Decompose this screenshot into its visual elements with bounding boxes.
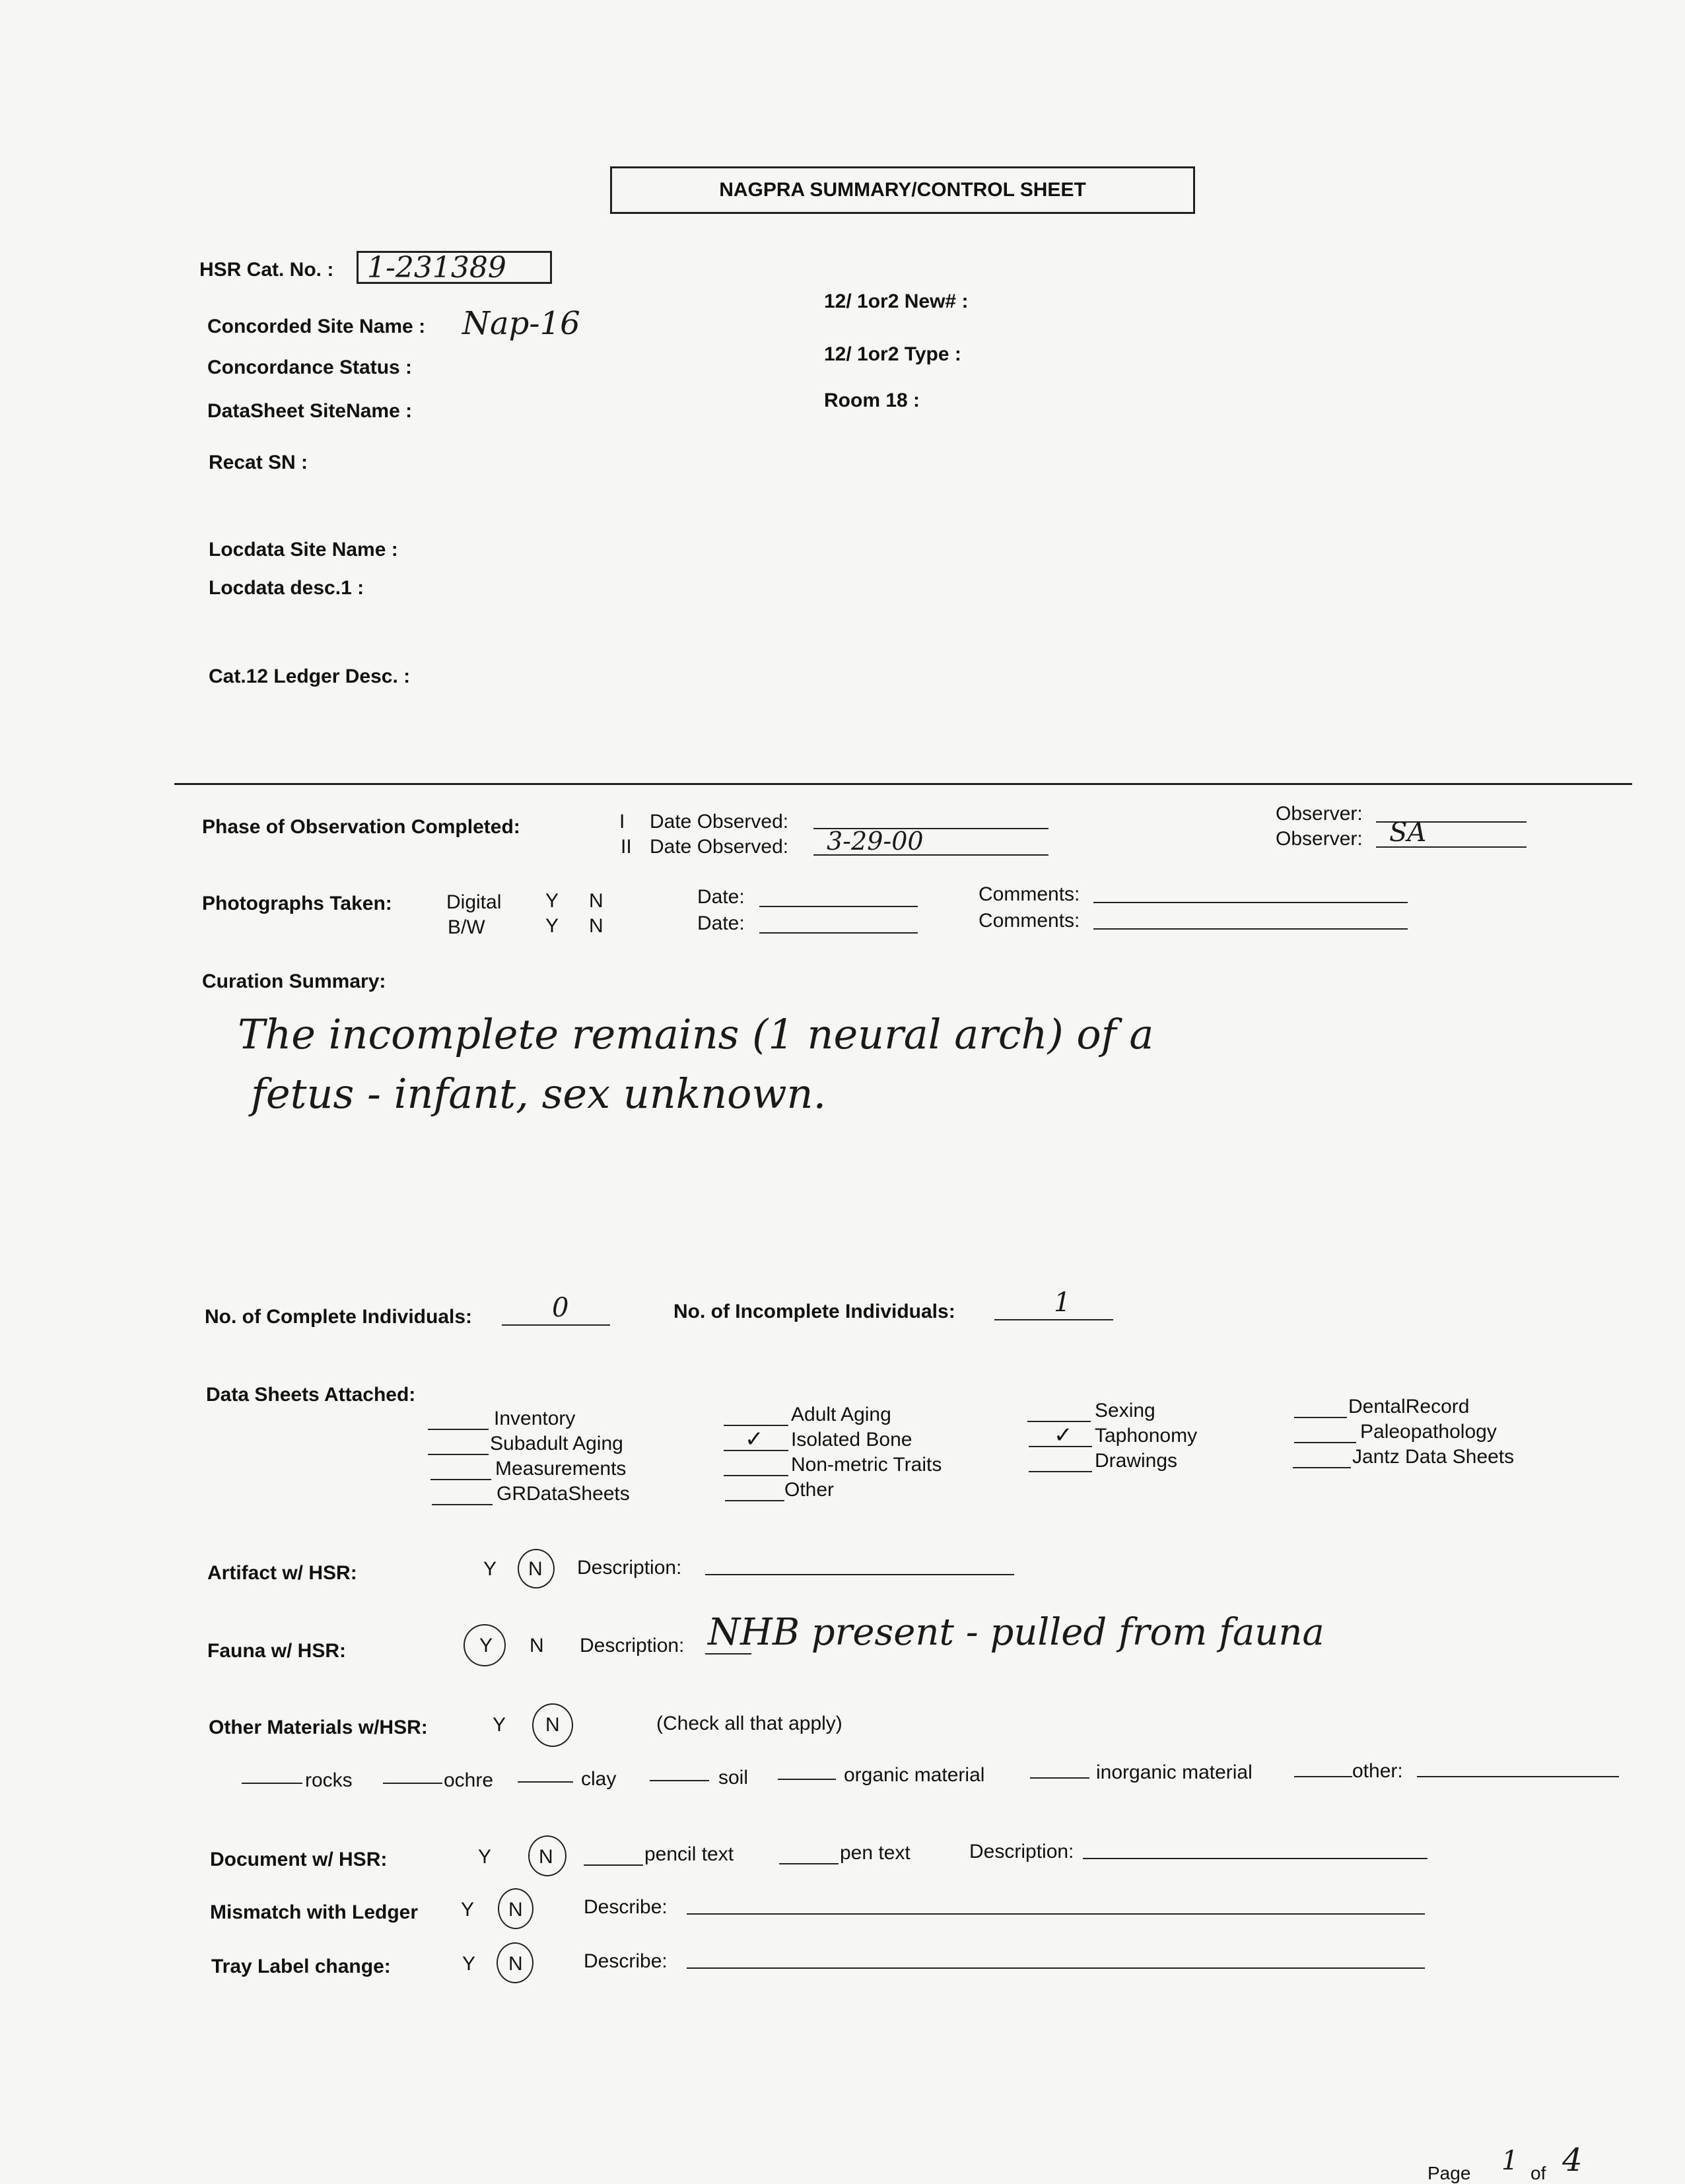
pencil-text-check-line[interactable] (584, 1864, 643, 1866)
date-observed-1-label: Date Observed: (650, 811, 789, 833)
photo-date-1-line[interactable] (759, 906, 918, 907)
page-number: 1 (1501, 2146, 1519, 2176)
tray-n[interactable]: N (508, 1953, 523, 1975)
pen-text-label: pen text (840, 1842, 911, 1864)
ochre-check-line[interactable] (383, 1783, 442, 1784)
concorded-site-name-label: Concorded Site Name : (207, 316, 426, 337)
mismatch-n-circle (498, 1888, 533, 1929)
fauna-y[interactable]: Y (479, 1635, 493, 1656)
pencil-text-label: pencil text (644, 1843, 734, 1865)
subadult-aging-label: Subadult Aging (490, 1433, 623, 1454)
measurements-label: Measurements (495, 1458, 627, 1480)
page-title: NAGPRA SUMMARY/CONTROL SHEET (610, 166, 1195, 214)
photo-comments-1-line[interactable] (1093, 902, 1408, 903)
section-divider (174, 783, 1632, 785)
tray-describe-label: Describe: (584, 1950, 668, 1972)
photo-bw-label: B/W (448, 916, 485, 938)
phase-1: I (619, 811, 625, 833)
taphonomy-label: Taphonomy (1095, 1425, 1198, 1447)
photo-digital-n[interactable]: N (589, 890, 603, 912)
adult-aging-label: Adult Aging (791, 1404, 891, 1425)
fauna-n[interactable]: N (530, 1635, 544, 1656)
non-metric-traits-label: Non-metric Traits (791, 1454, 942, 1476)
data-sheets-label: Data Sheets Attached: (206, 1384, 416, 1406)
complete-individuals-label: No. of Complete Individuals: (205, 1306, 473, 1328)
locdata-site-name-label: Locdata Site Name : (209, 539, 398, 561)
mismatch-y[interactable]: Y (461, 1899, 475, 1921)
grdatasheets-label: GRDataSheets (497, 1483, 630, 1505)
taphonomy-checkmark-icon: ✓ (1054, 1422, 1073, 1449)
ledger-desc-label: Cat.12 Ledger Desc. : (209, 665, 411, 687)
document-n-circle (528, 1835, 567, 1876)
sexing-label: Sexing (1095, 1400, 1155, 1421)
observer-2-label: Observer: (1276, 828, 1363, 850)
document-n[interactable]: N (539, 1846, 553, 1868)
photo-date-2-label: Date: (697, 912, 745, 934)
pen-text-check-line[interactable] (779, 1863, 839, 1864)
photo-digital-label: Digital (446, 891, 502, 913)
other-material-label: other: (1352, 1760, 1403, 1782)
tray-y[interactable]: Y (462, 1953, 476, 1975)
page-of-label: of (1530, 2163, 1546, 2183)
tray-label-change-label: Tray Label change: (211, 1956, 391, 1977)
hsr-cat-no-value: 1-231389 (367, 251, 506, 285)
complete-individuals-line[interactable] (502, 1324, 610, 1326)
dental-record-label: DentalRecord (1348, 1396, 1470, 1417)
rocks-label: rocks (305, 1769, 353, 1791)
isolated-bone-checkmark-icon: ✓ (745, 1426, 764, 1452)
document-y[interactable]: Y (478, 1846, 492, 1868)
ochre-label: ochre (444, 1769, 494, 1791)
curation-summary-label: Curation Summary: (202, 971, 386, 992)
concorded-site-name-value: Nap-16 (462, 305, 580, 342)
curation-summary-line-2: fetus - infant, sex unknown. (251, 1070, 827, 1118)
jantz-check-line[interactable] (1293, 1467, 1351, 1468)
clay-label: clay (581, 1768, 617, 1790)
artifact-description-line[interactable] (705, 1574, 1014, 1575)
artifact-n[interactable]: N (528, 1558, 543, 1580)
room-label: Room 18 : (824, 390, 920, 411)
tray-describe-line[interactable] (687, 1967, 1425, 1969)
dental-record-check-line[interactable] (1294, 1417, 1347, 1418)
type-label: 12/ 1or2 Type : (824, 343, 961, 365)
soil-label: soil (718, 1767, 749, 1789)
soil-check-line[interactable] (650, 1780, 709, 1781)
locdata-desc-label: Locdata desc.1 : (209, 577, 364, 599)
photo-date-1-label: Date: (697, 886, 745, 908)
fauna-description-label: Description: (580, 1635, 685, 1656)
other-material-check-line[interactable] (1294, 1776, 1352, 1777)
incomplete-individuals-value: 1 (1054, 1287, 1071, 1318)
datasheet-sitename-label: DataSheet SiteName : (207, 400, 413, 422)
mismatch-label: Mismatch with Ledger (210, 1901, 419, 1923)
recat-sn-label: Recat SN : (209, 452, 308, 473)
photo-bw-y[interactable]: Y (545, 915, 559, 937)
photo-comments-2-line[interactable] (1093, 928, 1408, 930)
other-materials-label: Other Materials w/HSR: (209, 1717, 428, 1738)
jantz-label: Jantz Data Sheets (1352, 1446, 1515, 1468)
other-material-line[interactable] (1417, 1776, 1619, 1777)
other-materials-y[interactable]: Y (493, 1714, 506, 1736)
concordance-status-label: Concordance Status : (207, 357, 413, 378)
mismatch-describe-label: Describe: (584, 1896, 668, 1918)
phase-label: Phase of Observation Completed: (202, 816, 520, 838)
other-materials-note: (Check all that apply) (656, 1713, 843, 1734)
photo-comments-2-label: Comments: (979, 910, 1080, 932)
photo-comments-1-label: Comments: (979, 883, 1080, 905)
organic-material-check-line[interactable] (778, 1779, 836, 1780)
phase-2: II (621, 836, 632, 858)
inventory-label: Inventory (494, 1408, 576, 1429)
measurements-check-line[interactable] (430, 1479, 491, 1480)
drawings-label: Drawings (1095, 1450, 1178, 1472)
complete-individuals-value: 0 (552, 1293, 569, 1323)
subadult-aging-check-line[interactable] (428, 1454, 489, 1455)
page-total: 4 (1562, 2142, 1583, 2179)
isolated-bone-label: Isolated Bone (791, 1429, 912, 1450)
grdatasheets-check-line[interactable] (432, 1504, 493, 1505)
artifact-label: Artifact w/ HSR: (207, 1562, 357, 1584)
document-description-label: Description: (969, 1841, 1074, 1862)
artifact-description-label: Description: (577, 1557, 682, 1579)
document-description-line[interactable] (1083, 1858, 1427, 1859)
paleopathology-check-line[interactable] (1294, 1442, 1356, 1443)
other-materials-n-circle (532, 1703, 573, 1747)
photo-digital-y[interactable]: Y (545, 890, 559, 912)
document-label: Document w/ HSR: (210, 1849, 388, 1870)
other-label: Other (784, 1479, 835, 1501)
fauna-description-value: NHB present - pulled from fauna (708, 1611, 1324, 1654)
mismatch-n[interactable]: N (508, 1899, 523, 1921)
rocks-check-line[interactable] (242, 1783, 302, 1784)
artifact-y[interactable]: Y (483, 1558, 497, 1580)
photo-bw-n[interactable]: N (589, 915, 603, 937)
fauna-y-circle (464, 1624, 506, 1666)
incomplete-individuals-line[interactable] (994, 1319, 1113, 1320)
tray-n-circle (497, 1942, 533, 1983)
photo-date-2-line[interactable] (759, 932, 918, 934)
organic-material-label: organic material (844, 1764, 985, 1786)
clay-check-line[interactable] (518, 1781, 573, 1783)
date-observed-2-value: 3-29-00 (827, 827, 924, 856)
other-check-line[interactable] (725, 1500, 784, 1501)
hsr-cat-no-label: HSR Cat. No. : (199, 259, 334, 281)
inorganic-material-check-line[interactable] (1030, 1777, 1089, 1779)
inorganic-material-label: inorganic material (1096, 1761, 1253, 1783)
new-number-label: 12/ 1or2 New# : (824, 290, 969, 312)
page-label: Page (1427, 2163, 1471, 2183)
inventory-check-line[interactable] (428, 1429, 489, 1430)
photographs-label: Photographs Taken: (202, 893, 392, 914)
date-observed-2-label: Date Observed: (650, 836, 789, 858)
paleopathology-label: Paleopathology (1360, 1421, 1497, 1443)
other-materials-n[interactable]: N (545, 1714, 560, 1736)
observer-2-value: SA (1389, 817, 1427, 848)
drawings-check-line[interactable] (1029, 1471, 1092, 1472)
incomplete-individuals-label: No. of Incomplete Individuals: (673, 1301, 955, 1322)
observer-1-label: Observer: (1276, 803, 1363, 825)
fauna-label: Fauna w/ HSR: (207, 1640, 347, 1662)
artifact-n-circle (518, 1549, 555, 1588)
non-metric-traits-check-line[interactable] (724, 1475, 788, 1476)
curation-summary-line-1: The incomplete remains (1 neural arch) of a (238, 1010, 1154, 1058)
mismatch-describe-line[interactable] (687, 1913, 1425, 1915)
